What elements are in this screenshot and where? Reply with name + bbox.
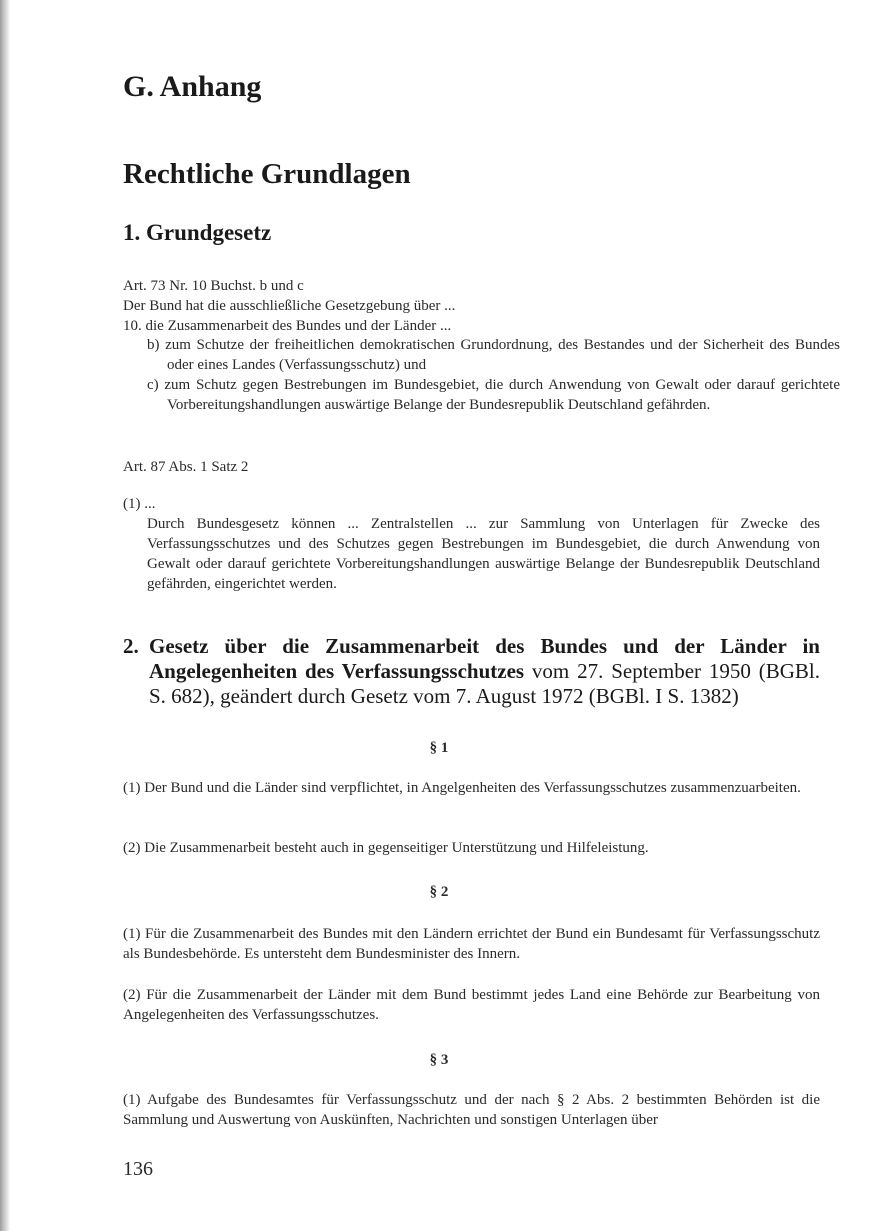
art87-reference: Art. 87 Abs. 1 Satz 2 (123, 459, 249, 475)
paragraph-3-abs1: (1) Aufgabe des Bundesamtes für Verfassungsschutz und der nach § 2 Abs. 2 bestimmten Behörden ist die Sammlung und Auswertung von Auskünften, Nachrichten und sonstigen Unterlagen über (123, 1092, 820, 1128)
paragraph-2-abs1: (1) Für die Zusammenarbeit des Bundes mit den Ländern errichtet der Bund ein Bundesamt für Verfassungsschutz als Bundesbehörde. Es untersteht dem Bundesminister des Innern. (123, 926, 820, 962)
art73-reference: Art. 73 Nr. 10 Buchst. b und c (123, 278, 304, 294)
section-2-number: 2. (123, 634, 139, 658)
paragraph-1-abs2: (2) Die Zusammenarbeit besteht auch in gegenseitiger Unterstützung und Hilfeleistung. (123, 840, 649, 856)
paragraph-1-abs1: (1) Der Bund und die Länder sind verpflichtet, in Angelgenheiten des Verfassungsschutzes zusammenzuarbeiten. (123, 780, 801, 796)
art73-item-c: c) zum Schutz gegen Bestrebungen im Bundesgebiet, die durch Anwendung von Gewalt oder darauf gerichtete Vorbereitungshandlungen auswärtige Belange der Bundesrepublik Deutschland gefährden. (147, 377, 840, 413)
legal-basis-heading: Rechtliche Grundlagen (123, 158, 411, 190)
appendix-heading: G. Anhang (123, 70, 262, 103)
section-2-citation: vom 27. September 1950 (BGBl. S. 682), geändert durch Gesetz vom 7. August 1972 (BGBl. I S. 1382) (149, 659, 820, 708)
section-2-heading (123, 634, 820, 709)
paragraph-2-abs2: (2) Für die Zusammenarbeit der Länder mit dem Bund bestimmt jedes Land eine Behörde zur Bearbeitung von Angelegenheiten des Verfassungsschutzes. (123, 987, 820, 1023)
section-2-title: Gesetz über die Zusammenarbeit des Bundes und der Länder in Angelegenheiten des Verfassungsschutzes (149, 634, 820, 683)
paragraph-3-label: § 3 (429, 1052, 449, 1068)
art73-intro: Der Bund hat die ausschließliche Gesetzgebung über ... (123, 298, 456, 314)
paragraph-2-label: § 2 (429, 884, 449, 900)
art87-text: Durch Bundesgesetz können ... Zentralstellen ... zur Sammlung von Unterlagen für Zwecke des Verfassungsschutzes und des Schutzes gegen Bestrebungen im Bundesgebiet, die durch Anwendung von Gewalt oder darauf gerichtete Vorbereitungshandlungen auswärtige Belange der Bundesrepublik Deutschland gefährden, eingerichtet werden. (147, 516, 820, 592)
page-binding-edge (0, 0, 10, 1231)
art73-item-10: 10. die Zusammenarbeit des Bundes und der Länder ... (123, 318, 452, 334)
paragraph-1-label: § 1 (429, 740, 449, 756)
page-number: 136 (123, 1158, 153, 1180)
art73-item-b: b) zum Schutze der freiheitlichen demokratischen Grundordnung, des Bestandes und der Sicherheit des Bundes oder eines Landes (Verfassungsschutz) und (147, 337, 840, 373)
grundgesetz-heading: 1. Grundgesetz (123, 220, 272, 245)
art87-abs1: (1) ... (123, 496, 156, 512)
